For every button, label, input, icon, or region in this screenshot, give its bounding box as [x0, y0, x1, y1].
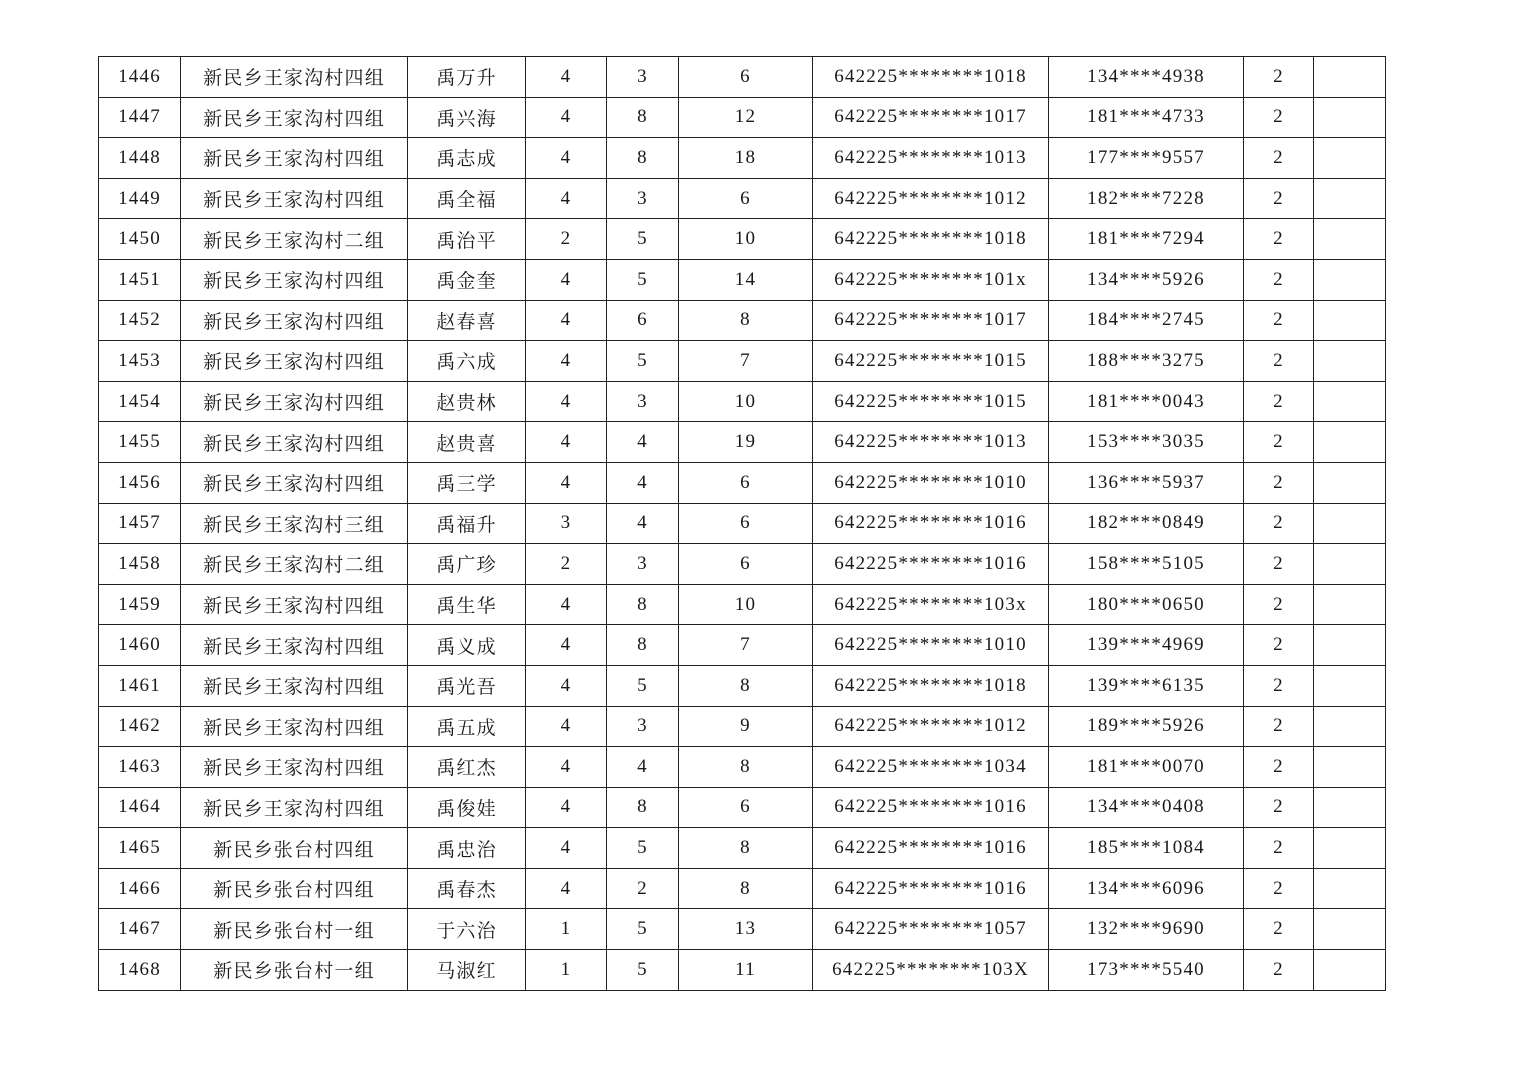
count-cell: 6 — [679, 57, 813, 98]
serial-number-cell: 1449 — [99, 178, 181, 219]
count-cell: 2 — [1244, 665, 1314, 706]
phone-cell: 188****3275 — [1049, 341, 1244, 382]
remarks-cell — [1314, 625, 1386, 666]
count-cell: 1 — [526, 950, 607, 991]
count-cell: 2 — [1244, 503, 1314, 544]
name-cell: 马淑红 — [408, 950, 526, 991]
count-cell: 3 — [607, 544, 679, 585]
address-cell: 新民乡王家沟村二组 — [181, 544, 408, 585]
count-cell: 6 — [679, 787, 813, 828]
remarks-cell — [1314, 300, 1386, 341]
count-cell: 4 — [526, 706, 607, 747]
phone-cell: 181****7294 — [1049, 219, 1244, 260]
id-number-cell: 642225********1018 — [813, 57, 1049, 98]
count-cell: 4 — [526, 868, 607, 909]
count-cell: 14 — [679, 259, 813, 300]
address-cell: 新民乡王家沟村四组 — [181, 422, 408, 463]
count-cell: 13 — [679, 909, 813, 950]
remarks-cell — [1314, 868, 1386, 909]
phone-cell: 181****0043 — [1049, 381, 1244, 422]
count-cell: 4 — [526, 462, 607, 503]
address-cell: 新民乡王家沟村四组 — [181, 381, 408, 422]
name-cell: 禹俊娃 — [408, 787, 526, 828]
count-cell: 2 — [1244, 787, 1314, 828]
id-number-cell: 642225********1012 — [813, 178, 1049, 219]
id-number-cell: 642225********1015 — [813, 341, 1049, 382]
count-cell: 2 — [1244, 259, 1314, 300]
phone-cell: 134****6096 — [1049, 868, 1244, 909]
remarks-cell — [1314, 787, 1386, 828]
count-cell: 4 — [526, 828, 607, 869]
address-cell: 新民乡王家沟村二组 — [181, 219, 408, 260]
count-cell: 2 — [1244, 138, 1314, 179]
phone-cell: 185****1084 — [1049, 828, 1244, 869]
count-cell: 2 — [1244, 909, 1314, 950]
count-cell: 8 — [607, 625, 679, 666]
phone-cell: 134****5926 — [1049, 259, 1244, 300]
table-row — [99, 97, 1386, 138]
count-cell: 7 — [679, 625, 813, 666]
count-cell: 8 — [679, 747, 813, 788]
phone-cell: 182****0849 — [1049, 503, 1244, 544]
phone-cell: 189****5926 — [1049, 706, 1244, 747]
count-cell: 4 — [526, 584, 607, 625]
serial-number-cell: 1447 — [99, 97, 181, 138]
address-cell: 新民乡王家沟村四组 — [181, 706, 408, 747]
household-table — [98, 56, 1386, 991]
remarks-cell — [1314, 584, 1386, 625]
count-cell: 5 — [607, 219, 679, 260]
phone-cell: 153****3035 — [1049, 422, 1244, 463]
id-number-cell: 642225********1015 — [813, 381, 1049, 422]
count-cell: 19 — [679, 422, 813, 463]
address-cell: 新民乡王家沟村四组 — [181, 625, 408, 666]
serial-number-cell: 1448 — [99, 138, 181, 179]
phone-cell: 134****4938 — [1049, 57, 1244, 98]
address-cell: 新民乡王家沟村四组 — [181, 178, 408, 219]
count-cell: 3 — [526, 503, 607, 544]
table-row — [99, 178, 1386, 219]
id-number-cell: 642225********1016 — [813, 828, 1049, 869]
phone-cell: 180****0650 — [1049, 584, 1244, 625]
serial-number-cell: 1446 — [99, 57, 181, 98]
address-cell: 新民乡王家沟村四组 — [181, 787, 408, 828]
count-cell: 2 — [1244, 422, 1314, 463]
count-cell: 2 — [1244, 57, 1314, 98]
count-cell: 1 — [526, 909, 607, 950]
count-cell: 12 — [679, 97, 813, 138]
serial-number-cell: 1451 — [99, 259, 181, 300]
id-number-cell: 642225********101x — [813, 259, 1049, 300]
address-cell: 新民乡王家沟村四组 — [181, 747, 408, 788]
count-cell: 6 — [679, 544, 813, 585]
name-cell: 禹六成 — [408, 341, 526, 382]
id-number-cell: 642225********1010 — [813, 462, 1049, 503]
id-number-cell: 642225********1017 — [813, 97, 1049, 138]
count-cell: 18 — [679, 138, 813, 179]
address-cell: 新民乡王家沟村四组 — [181, 341, 408, 382]
name-cell: 禹兴海 — [408, 97, 526, 138]
phone-cell: 184****2745 — [1049, 300, 1244, 341]
address-cell: 新民乡王家沟村四组 — [181, 665, 408, 706]
remarks-cell — [1314, 178, 1386, 219]
id-number-cell: 642225********1016 — [813, 544, 1049, 585]
address-cell: 新民乡张台村四组 — [181, 828, 408, 869]
remarks-cell — [1314, 259, 1386, 300]
remarks-cell — [1314, 544, 1386, 585]
table-row — [99, 219, 1386, 260]
serial-number-cell: 1450 — [99, 219, 181, 260]
count-cell: 3 — [607, 706, 679, 747]
count-cell: 2 — [1244, 462, 1314, 503]
name-cell: 禹金奎 — [408, 259, 526, 300]
name-cell: 禹春杰 — [408, 868, 526, 909]
table-row — [99, 706, 1386, 747]
id-number-cell: 642225********1012 — [813, 706, 1049, 747]
count-cell: 4 — [526, 178, 607, 219]
table-row — [99, 544, 1386, 585]
name-cell: 禹福升 — [408, 503, 526, 544]
count-cell: 3 — [607, 381, 679, 422]
count-cell: 4 — [526, 665, 607, 706]
id-number-cell: 642225********1018 — [813, 665, 1049, 706]
serial-number-cell: 1453 — [99, 341, 181, 382]
phone-cell: 173****5540 — [1049, 950, 1244, 991]
table-row — [99, 584, 1386, 625]
count-cell: 4 — [526, 300, 607, 341]
remarks-cell — [1314, 503, 1386, 544]
name-cell: 禹治平 — [408, 219, 526, 260]
table-row — [99, 950, 1386, 991]
count-cell: 2 — [1244, 381, 1314, 422]
name-cell: 禹义成 — [408, 625, 526, 666]
id-number-cell: 642225********103x — [813, 584, 1049, 625]
count-cell: 4 — [526, 747, 607, 788]
count-cell: 7 — [679, 341, 813, 382]
address-cell: 新民乡王家沟村四组 — [181, 584, 408, 625]
id-number-cell: 642225********1016 — [813, 868, 1049, 909]
remarks-cell — [1314, 219, 1386, 260]
table-row — [99, 868, 1386, 909]
table-row — [99, 341, 1386, 382]
id-number-cell: 642225********1057 — [813, 909, 1049, 950]
name-cell: 禹光吾 — [408, 665, 526, 706]
count-cell: 9 — [679, 706, 813, 747]
count-cell: 3 — [607, 57, 679, 98]
count-cell: 4 — [607, 462, 679, 503]
count-cell: 8 — [679, 828, 813, 869]
address-cell: 新民乡王家沟村四组 — [181, 462, 408, 503]
remarks-cell — [1314, 665, 1386, 706]
count-cell: 2 — [1244, 300, 1314, 341]
count-cell: 4 — [526, 625, 607, 666]
serial-number-cell: 1461 — [99, 665, 181, 706]
id-number-cell: 642225********1016 — [813, 503, 1049, 544]
name-cell: 禹志成 — [408, 138, 526, 179]
name-cell: 赵春喜 — [408, 300, 526, 341]
serial-number-cell: 1462 — [99, 706, 181, 747]
id-number-cell: 642225********1013 — [813, 422, 1049, 463]
count-cell: 4 — [607, 747, 679, 788]
id-number-cell: 642225********1017 — [813, 300, 1049, 341]
count-cell: 2 — [1244, 706, 1314, 747]
phone-cell: 136****5937 — [1049, 462, 1244, 503]
count-cell: 2 — [1244, 625, 1314, 666]
id-number-cell: 642225********1010 — [813, 625, 1049, 666]
remarks-cell — [1314, 341, 1386, 382]
name-cell: 禹五成 — [408, 706, 526, 747]
count-cell: 5 — [607, 259, 679, 300]
remarks-cell — [1314, 950, 1386, 991]
name-cell: 于六治 — [408, 909, 526, 950]
count-cell: 8 — [607, 138, 679, 179]
table-row — [99, 909, 1386, 950]
phone-cell: 134****0408 — [1049, 787, 1244, 828]
remarks-cell — [1314, 909, 1386, 950]
remarks-cell — [1314, 381, 1386, 422]
address-cell: 新民乡王家沟村四组 — [181, 97, 408, 138]
count-cell: 4 — [526, 259, 607, 300]
table-row — [99, 422, 1386, 463]
id-number-cell: 642225********1013 — [813, 138, 1049, 179]
name-cell: 赵贵喜 — [408, 422, 526, 463]
count-cell: 2 — [1244, 828, 1314, 869]
count-cell: 2 — [1244, 868, 1314, 909]
count-cell: 2 — [1244, 219, 1314, 260]
serial-number-cell: 1463 — [99, 747, 181, 788]
serial-number-cell: 1465 — [99, 828, 181, 869]
count-cell: 2 — [526, 544, 607, 585]
remarks-cell — [1314, 706, 1386, 747]
table-body — [99, 57, 1386, 991]
count-cell: 11 — [679, 950, 813, 991]
phone-cell: 177****9557 — [1049, 138, 1244, 179]
phone-cell: 181****0070 — [1049, 747, 1244, 788]
phone-cell: 182****7228 — [1049, 178, 1244, 219]
address-cell: 新民乡张台村一组 — [181, 909, 408, 950]
count-cell: 6 — [679, 178, 813, 219]
count-cell: 4 — [526, 138, 607, 179]
count-cell: 10 — [679, 584, 813, 625]
address-cell: 新民乡王家沟村四组 — [181, 138, 408, 179]
remarks-cell — [1314, 57, 1386, 98]
serial-number-cell: 1459 — [99, 584, 181, 625]
name-cell: 禹全福 — [408, 178, 526, 219]
serial-number-cell: 1456 — [99, 462, 181, 503]
table-row — [99, 625, 1386, 666]
count-cell: 8 — [679, 300, 813, 341]
serial-number-cell: 1466 — [99, 868, 181, 909]
remarks-cell — [1314, 138, 1386, 179]
address-cell: 新民乡张台村四组 — [181, 868, 408, 909]
remarks-cell — [1314, 462, 1386, 503]
count-cell: 2 — [607, 868, 679, 909]
serial-number-cell: 1467 — [99, 909, 181, 950]
count-cell: 6 — [679, 503, 813, 544]
count-cell: 2 — [1244, 341, 1314, 382]
serial-number-cell: 1458 — [99, 544, 181, 585]
serial-number-cell: 1455 — [99, 422, 181, 463]
name-cell: 禹万升 — [408, 57, 526, 98]
serial-number-cell: 1464 — [99, 787, 181, 828]
table-row — [99, 665, 1386, 706]
count-cell: 4 — [526, 787, 607, 828]
address-cell: 新民乡张台村一组 — [181, 950, 408, 991]
name-cell: 赵贵林 — [408, 381, 526, 422]
count-cell: 2 — [1244, 178, 1314, 219]
table-row — [99, 381, 1386, 422]
remarks-cell — [1314, 747, 1386, 788]
table-row — [99, 503, 1386, 544]
count-cell: 6 — [679, 462, 813, 503]
serial-number-cell: 1454 — [99, 381, 181, 422]
count-cell: 2 — [1244, 747, 1314, 788]
count-cell: 5 — [607, 341, 679, 382]
count-cell: 3 — [607, 178, 679, 219]
count-cell: 10 — [679, 219, 813, 260]
count-cell: 8 — [607, 97, 679, 138]
phone-cell: 132****9690 — [1049, 909, 1244, 950]
count-cell: 5 — [607, 950, 679, 991]
count-cell: 2 — [1244, 950, 1314, 991]
name-cell: 禹红杰 — [408, 747, 526, 788]
name-cell: 禹忠治 — [408, 828, 526, 869]
count-cell: 4 — [526, 97, 607, 138]
id-number-cell: 642225********1016 — [813, 787, 1049, 828]
table-row — [99, 138, 1386, 179]
table-row — [99, 259, 1386, 300]
table-row — [99, 747, 1386, 788]
count-cell: 6 — [607, 300, 679, 341]
phone-cell: 158****5105 — [1049, 544, 1244, 585]
id-number-cell: 642225********103X — [813, 950, 1049, 991]
count-cell: 2 — [526, 219, 607, 260]
count-cell: 4 — [526, 381, 607, 422]
count-cell: 8 — [679, 868, 813, 909]
document-page — [98, 56, 1385, 991]
table-row — [99, 57, 1386, 98]
address-cell: 新民乡王家沟村四组 — [181, 259, 408, 300]
id-number-cell: 642225********1034 — [813, 747, 1049, 788]
table-row — [99, 787, 1386, 828]
count-cell: 4 — [526, 57, 607, 98]
count-cell: 4 — [607, 503, 679, 544]
count-cell: 4 — [526, 422, 607, 463]
serial-number-cell: 1468 — [99, 950, 181, 991]
count-cell: 8 — [679, 665, 813, 706]
phone-cell: 139****4969 — [1049, 625, 1244, 666]
count-cell: 2 — [1244, 97, 1314, 138]
count-cell: 10 — [679, 381, 813, 422]
serial-number-cell: 1452 — [99, 300, 181, 341]
name-cell: 禹生华 — [408, 584, 526, 625]
table-row — [99, 828, 1386, 869]
address-cell: 新民乡王家沟村四组 — [181, 57, 408, 98]
count-cell: 5 — [607, 665, 679, 706]
count-cell: 4 — [607, 422, 679, 463]
serial-number-cell: 1457 — [99, 503, 181, 544]
phone-cell: 181****4733 — [1049, 97, 1244, 138]
phone-cell: 139****6135 — [1049, 665, 1244, 706]
name-cell: 禹广珍 — [408, 544, 526, 585]
count-cell: 8 — [607, 787, 679, 828]
count-cell: 2 — [1244, 544, 1314, 585]
name-cell: 禹三学 — [408, 462, 526, 503]
table-row — [99, 462, 1386, 503]
address-cell: 新民乡王家沟村四组 — [181, 300, 408, 341]
count-cell: 5 — [607, 828, 679, 869]
address-cell: 新民乡王家沟村三组 — [181, 503, 408, 544]
count-cell: 8 — [607, 584, 679, 625]
count-cell: 2 — [1244, 584, 1314, 625]
count-cell: 5 — [607, 909, 679, 950]
remarks-cell — [1314, 828, 1386, 869]
remarks-cell — [1314, 422, 1386, 463]
count-cell: 4 — [526, 341, 607, 382]
remarks-cell — [1314, 97, 1386, 138]
table-row — [99, 300, 1386, 341]
id-number-cell: 642225********1018 — [813, 219, 1049, 260]
serial-number-cell: 1460 — [99, 625, 181, 666]
